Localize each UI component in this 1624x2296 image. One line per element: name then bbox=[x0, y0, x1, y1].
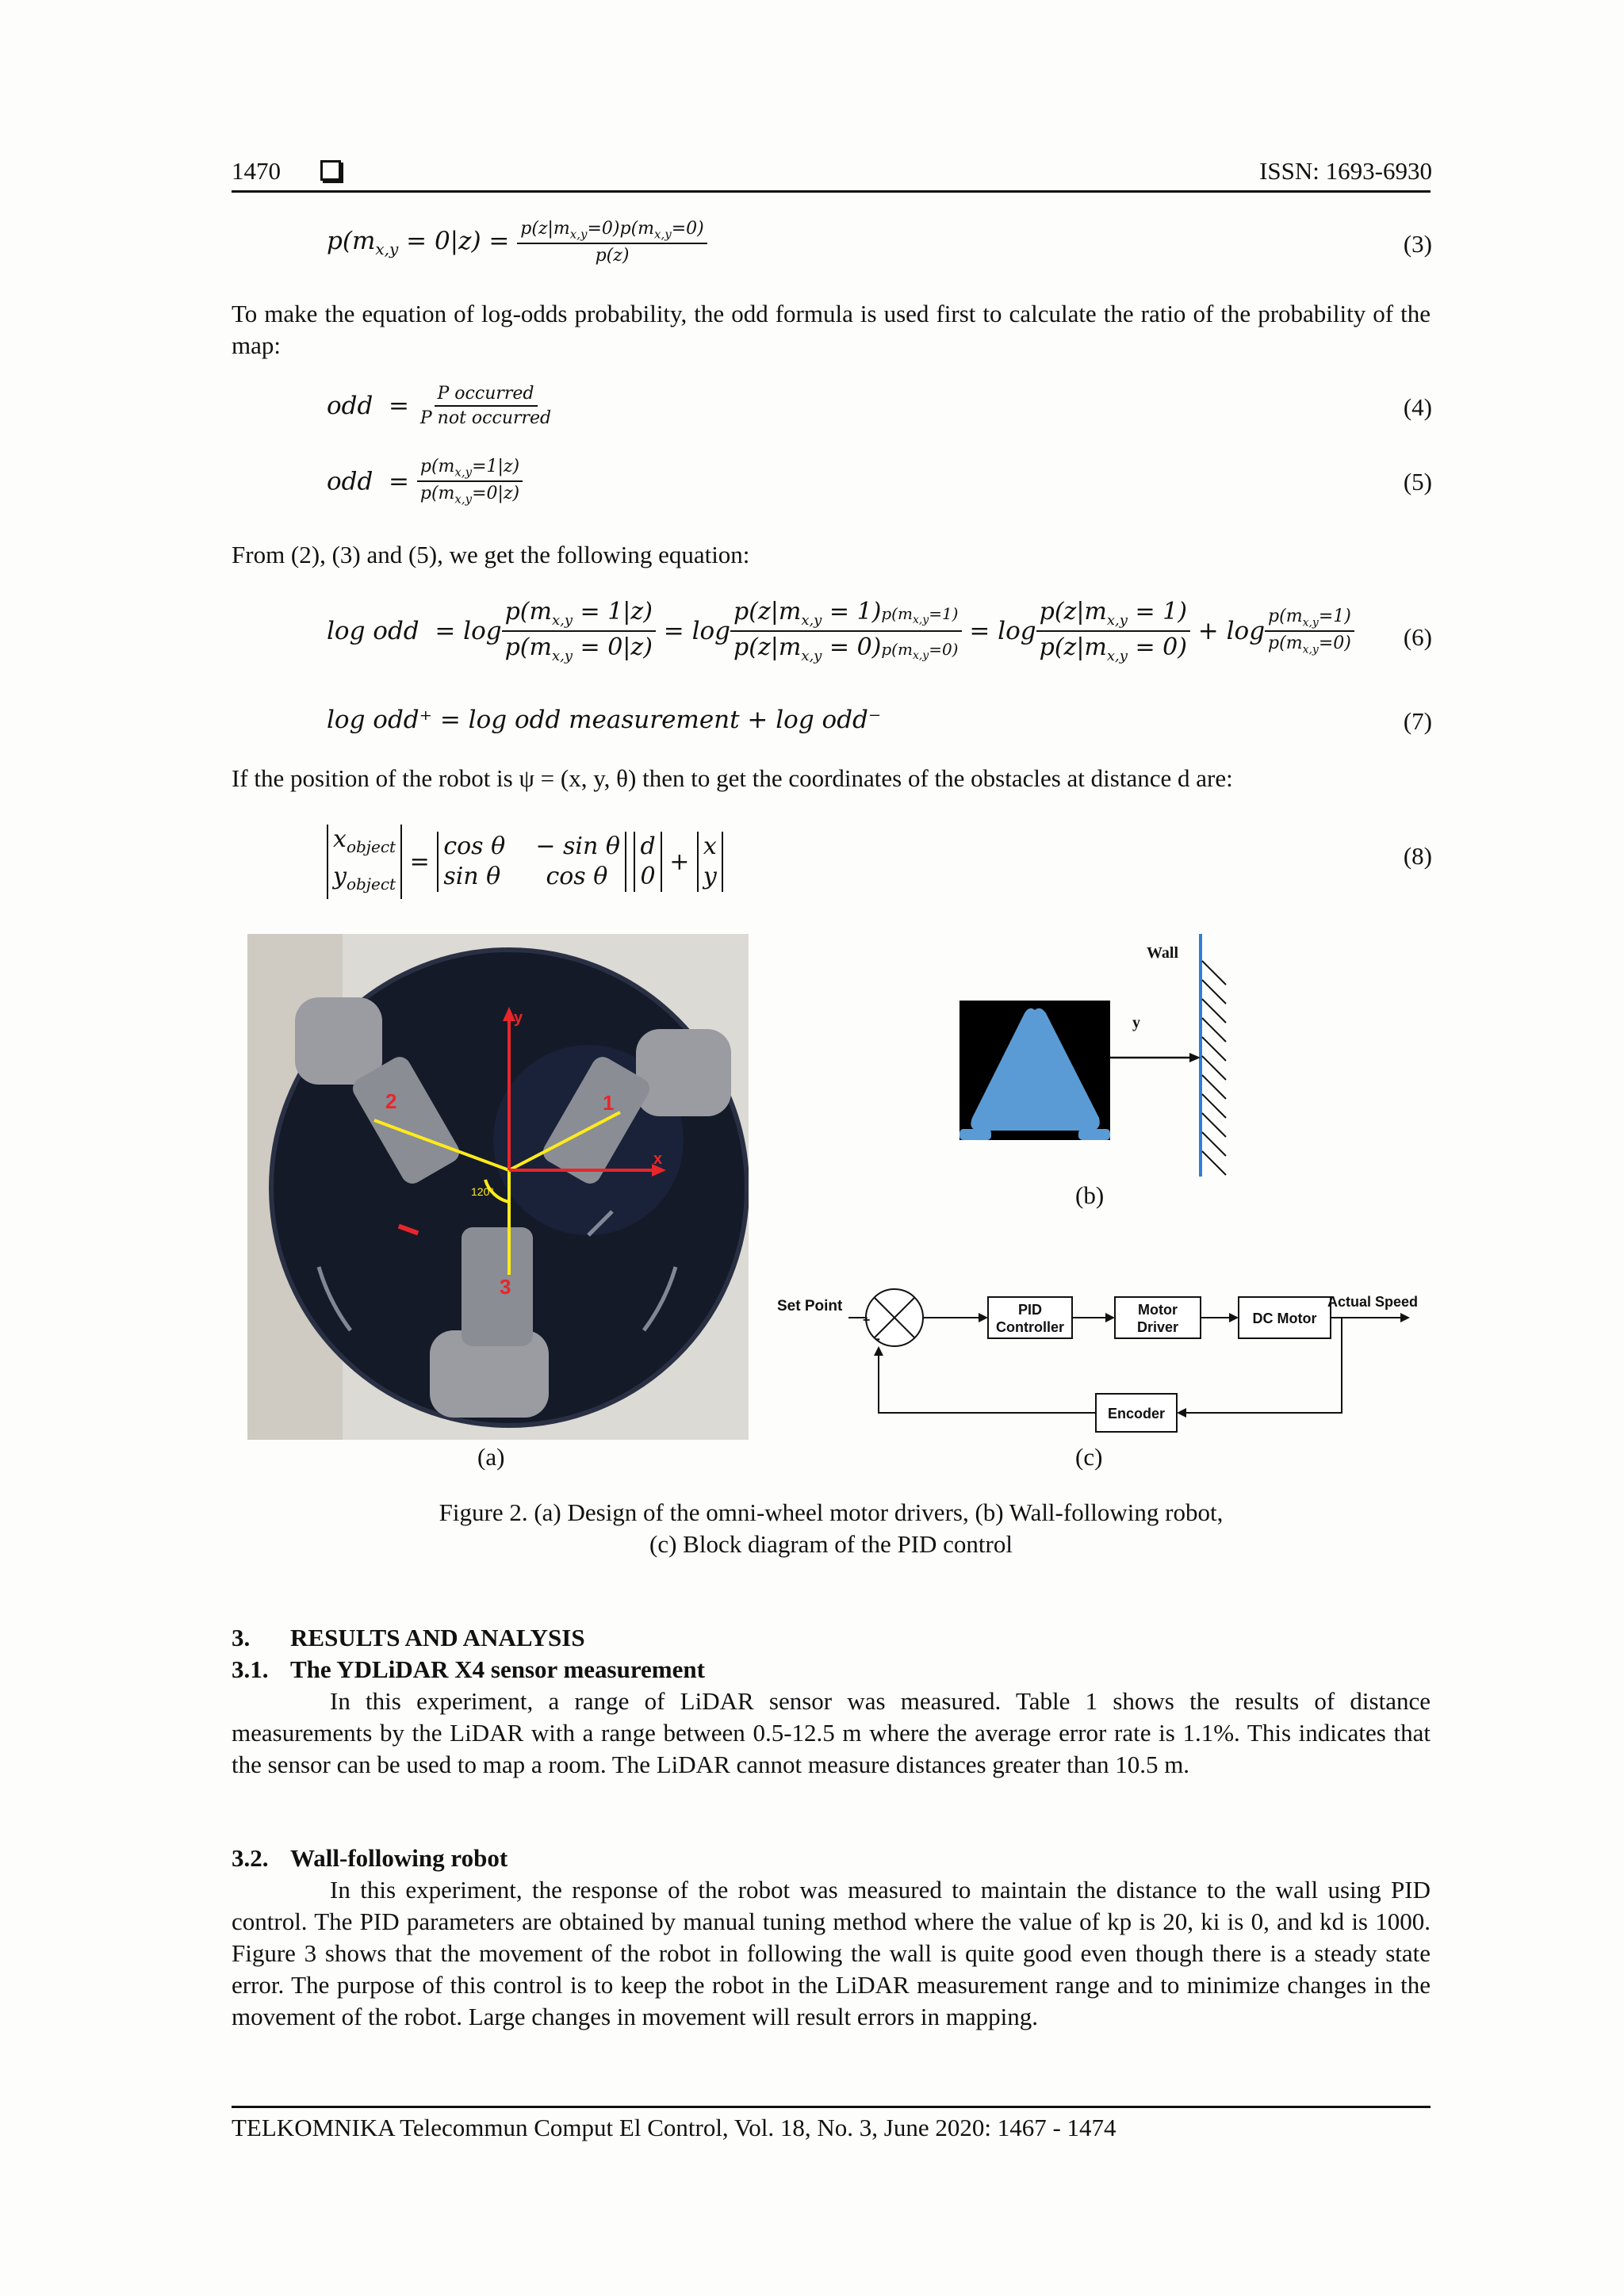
y-distance-label: y bbox=[1132, 1014, 1140, 1031]
eq4-numerator: P occurred bbox=[435, 384, 538, 407]
subfigure-b-label: (b) bbox=[1075, 1181, 1105, 1209]
subsection-heading-3-2 bbox=[232, 1843, 508, 1874]
subsection-3-1-title: The YDLiDAR X4 sensor measurement bbox=[290, 1655, 705, 1683]
summing-junction-circle bbox=[866, 1289, 923, 1346]
pid-label-line2: Controller bbox=[995, 1319, 1065, 1335]
subfigure-c-label: (c) bbox=[1075, 1443, 1103, 1471]
footer-rule bbox=[232, 2106, 1431, 2108]
encoder-label: Encoder bbox=[1107, 1406, 1166, 1422]
wall-following-diagram bbox=[952, 934, 1285, 1188]
axis-y-label: y bbox=[514, 1009, 523, 1027]
subsection-3-1-number: 3.1. bbox=[232, 1655, 269, 1683]
equation-5: odd = $\frac{p(m_{x,y}=1|z)}{p(m_{x,y}=0|z)}$ bbox=[327, 457, 523, 507]
equation-8-label: (8) bbox=[1403, 842, 1432, 870]
subfigure-a-label: (a) bbox=[477, 1443, 505, 1471]
equation-7-label: (7) bbox=[1403, 707, 1432, 735]
equation-4-label: (4) bbox=[1403, 393, 1432, 421]
section-heading-text: RESULTS AND ANALYSIS bbox=[290, 1624, 585, 1651]
wheel-label-1: 1 bbox=[603, 1091, 615, 1115]
paragraph-wall-following: In this experiment, the response of the robot was measured to maintain the distance to the wall using PID control. The PID parameters are obtained by manual tuning method where the value of kp is 20, ki is 0, and kd is 1000. Figure 3 shows that the movement of the robot in following the wall is quite good even though there is a steady state error. The purpose of this control is to keep the robot in the LiDAR measurement range and to minimize changes in the movement of the robot. Large changes in movement will result errors in mapping. bbox=[232, 1876, 1431, 2030]
right-wheel bbox=[1078, 1129, 1110, 1140]
left-wheel bbox=[959, 1129, 991, 1140]
paragraph-lidar-measurement: In this experiment, a range of LiDAR sensor was measured. Table 1 shows the results of distance measurements by the LiDAR with a range between 0.5-12.5 m where the average error rate is 1.1%. This indicates that the sensor can be used to map a room. The LiDAR cannot measure distances greater than 10.5 m. bbox=[232, 1687, 1431, 1778]
figure-caption-line2: (c) Block diagram of the PID control bbox=[649, 1530, 1013, 1558]
equation-7: log odd⁺ = log odd measurement + log odd⁻ bbox=[327, 706, 882, 734]
motor-label-line2: Driver bbox=[1136, 1319, 1179, 1335]
equation-3-label: (3) bbox=[1403, 230, 1432, 258]
paragraph-odd-formula: To make the equation of log-odds probability, the odd formula is used first to calculate the ratio of the probability of the map: bbox=[232, 300, 1431, 359]
equation-5-label: (5) bbox=[1403, 468, 1432, 496]
arrow-head bbox=[1189, 1053, 1201, 1062]
wall-hatching bbox=[1202, 961, 1226, 1175]
dc-motor-label: DC Motor bbox=[1252, 1311, 1317, 1326]
paragraph-following-equation: From (2), (3) and (5), we get the following equation: bbox=[232, 541, 750, 568]
equation-3: $p(m_{x,y} = 0|z)$ = $\frac{p(z|m_{x,y}=0)p(m_{x,y}=0)}{p(z)}$ bbox=[327, 219, 707, 266]
header-rule bbox=[232, 190, 1431, 193]
equation-6: log odd = log $\frac{p(m_{x,y} = 1|z)}{p(m_{x,y} = 0|z)}$ = log $\frac{p(z|m_{x,y} = 1)p(m_{x,y}=1)}{p(z|m_{x,y} = 0)p(m_{x,y}=0)}$ = log $\frac{p(z|m_{x,y} = 1)}{p(z|m_{x,y} = 0)}$ + log $\frac{p(m_{x,y}=1)}{p(m_{x,y}=0)}$ bbox=[327, 598, 1354, 664]
square-icon bbox=[320, 160, 341, 181]
figure-caption-line1: Figure 2. (a) Design of the omni-wheel motor drivers, (b) Wall-following robot, bbox=[439, 1498, 1224, 1526]
footer-citation: TELKOMNIKA Telecommun Comput El Control, Vol. 18, No. 3, June 2020: 1467 - 1474 bbox=[232, 2114, 1116, 2141]
actual-speed-label: Actual Speed bbox=[1327, 1294, 1419, 1310]
subsection-heading-3-1 bbox=[232, 1654, 705, 1686]
angle-label: 120° bbox=[471, 1185, 494, 1198]
minus-sign: - bbox=[875, 1330, 880, 1346]
subsection-3-2-title: Wall-following robot bbox=[290, 1844, 508, 1872]
page-number: 1470 bbox=[232, 157, 281, 185]
robot-photo bbox=[247, 934, 749, 1440]
motor-label-line1: Motor bbox=[1138, 1302, 1178, 1318]
section-heading bbox=[232, 1622, 585, 1654]
wall-label: Wall bbox=[1147, 944, 1179, 962]
plus-sign: + bbox=[863, 1314, 871, 1327]
paragraph-robot-position: If the position of the robot is ψ = (x, y, θ) then to get the coordinates of the obstacles at distance d are: bbox=[232, 764, 1233, 792]
subsection-3-2-number: 3.2. bbox=[232, 1844, 269, 1872]
pid-label-line1: PID bbox=[1017, 1302, 1043, 1318]
set-point-label: Set Point bbox=[777, 1298, 843, 1314]
section-heading-number: 3. bbox=[232, 1624, 251, 1651]
equation-6-label: (6) bbox=[1403, 623, 1432, 651]
equation-4: odd = $\frac{\text{P occurred}}{\text{P not occurred}}$ bbox=[327, 384, 554, 428]
issn: ISSN: 1693-6930 bbox=[1259, 157, 1432, 185]
pid-block-diagram bbox=[769, 1283, 1435, 1441]
wheel-label-2: 2 bbox=[385, 1089, 397, 1113]
equation-8: $x_{object}$ $y_{object} = \cos \theta$ − sin θ sin θ cos θ d 0 + x y bbox=[327, 825, 723, 899]
axis-x-label: x bbox=[653, 1150, 663, 1168]
wheel-label-3: 3 bbox=[500, 1275, 511, 1299]
eq4-denominator: P not occurred bbox=[419, 408, 552, 428]
